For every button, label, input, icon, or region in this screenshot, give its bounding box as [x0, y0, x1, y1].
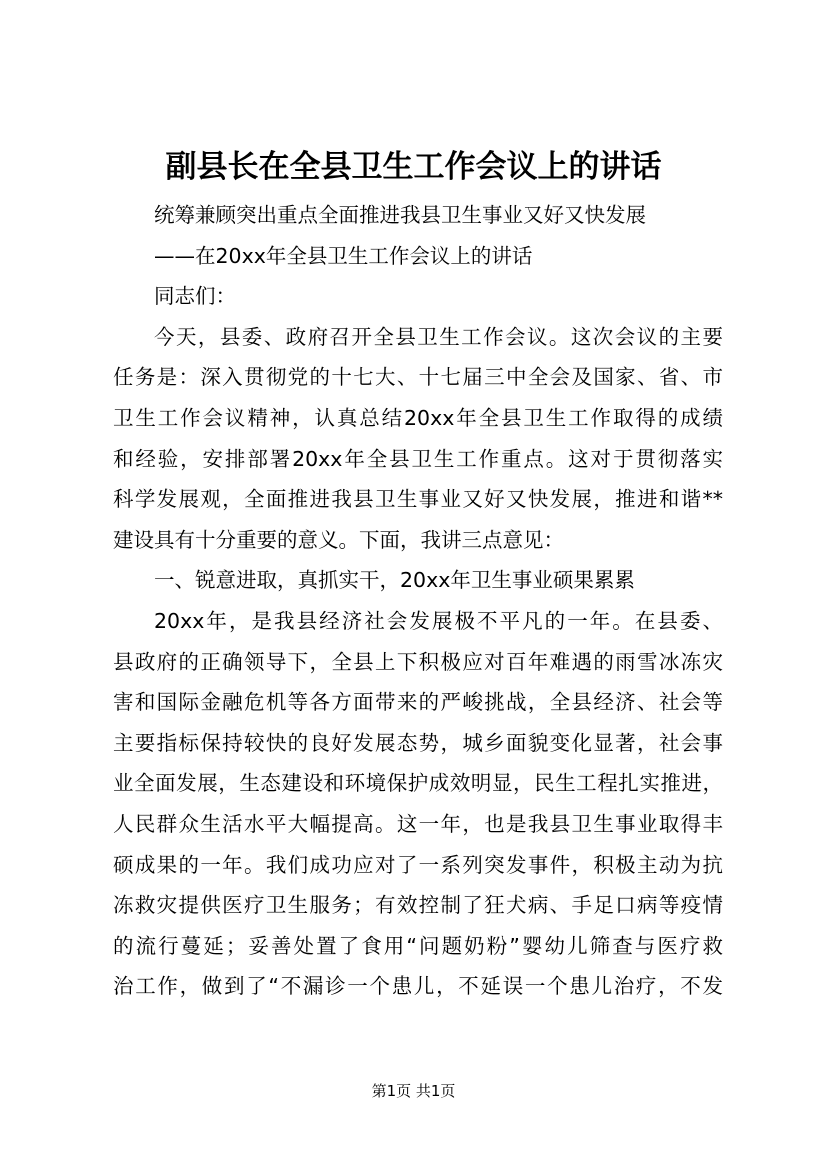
- subtitle-line: ——在20xx年全县卫生工作会议上的讲话: [154, 243, 533, 268]
- paragraph-line: 卫生工作会议精神，认真总结20xx年全县卫生工作取得的成绩: [113, 405, 723, 430]
- paragraph-line: 县政府的正确领导下，全县上下积极应对百年难遇的雨雪冰冻灾: [113, 649, 723, 674]
- paragraph-line: 主要指标保持较快的良好发展态势，城乡面貌变化显著，社会事: [113, 730, 723, 755]
- paragraph-line: 任务是：深入贯彻党的十七大、十七届三中全会及国家、省、市: [113, 365, 723, 390]
- paragraph-line: 冻救灾提供医疗卫生服务；有效控制了狂犬病、手足口病等疫情: [113, 893, 723, 918]
- page-footer: 第1页 共1页: [371, 1082, 456, 1100]
- paragraph-line: 今天，县委、政府召开全县卫生工作会议。这次会议的主要: [154, 324, 723, 349]
- paragraph-line: 科学发展观，全面推进我县卫生事业又好又快发展，推进和谐**: [113, 487, 723, 512]
- paragraph-line: 人民群众生活水平大幅提高。这一年，也是我县卫生事业取得丰: [113, 811, 723, 836]
- paragraph-line: 20xx年，是我县经济社会发展极不平凡的一年。在县委、: [154, 608, 723, 633]
- document-title: 副县长在全县卫生工作会议上的讲话: [165, 149, 662, 185]
- paragraph-line: 和经验，安排部署20xx年全县卫生工作重点。这对于贯彻落实: [113, 446, 723, 471]
- paragraph-line: 治工作，做到了“不漏诊一个患儿，不延误一个患儿治疗，不发: [113, 974, 723, 999]
- paragraph-line: 硕成果的一年。我们成功应对了一系列突发事件，积极主动为抗: [113, 852, 723, 877]
- section-heading: 一、锐意进取，真抓实干，20xx年卫生事业硕果累累: [154, 568, 635, 593]
- paragraph-line: 建设具有十分重要的意义。下面，我讲三点意见：: [113, 527, 564, 552]
- paragraph-line: 的流行蔓延；妥善处置了食用“问题奶粉”婴幼儿筛查与医疗救: [113, 933, 723, 958]
- document-body: [113, 195, 723, 1007]
- paragraph-line: 业全面发展，生态建设和环境保护成效明显，民生工程扎实推进，: [113, 771, 723, 796]
- salutation-line: 同志们：: [154, 284, 236, 309]
- subtitle-line: 统筹兼顾突出重点全面推进我县卫生事业又好又快发展: [154, 203, 646, 227]
- paragraph-line: 害和国际金融危机等各方面带来的严峻挑战，全县经济、社会等: [113, 690, 723, 715]
